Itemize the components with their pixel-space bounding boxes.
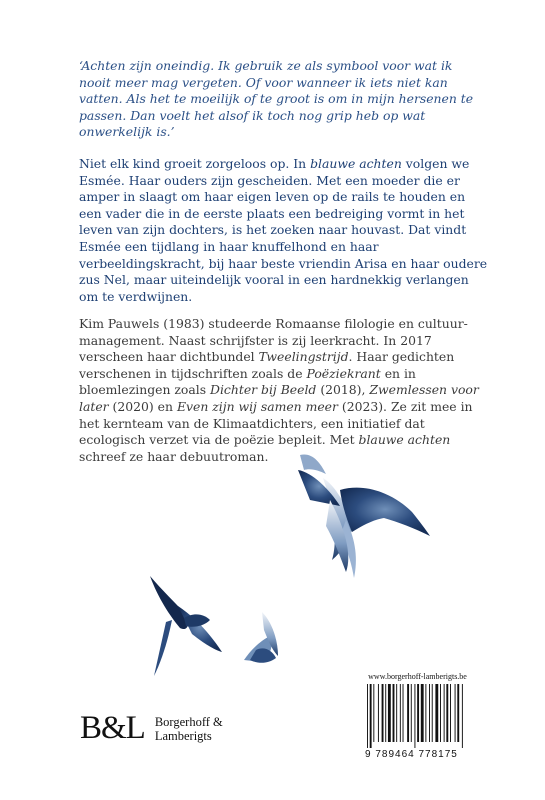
barcode-bar <box>446 684 448 742</box>
bio-text: (2023). Ze zit mee in het kernteam van de Klimaatdichters, een initiatief dat ecologisch verzet via de poëzie bepleit. Met <box>79 398 473 448</box>
blurb-text-1: Niet elk kind groeit zorgeloos op. In <box>79 156 311 171</box>
barcode-bar <box>414 684 415 748</box>
bio-title: Poëziekrant <box>306 365 381 381</box>
barcode-bar <box>429 684 430 742</box>
barcode-bar <box>385 684 386 742</box>
isbn-number: 9 789464 778175 <box>365 749 458 760</box>
barcode-bar <box>396 684 397 742</box>
barcode-bar <box>373 684 374 742</box>
barcode-bar <box>378 684 379 742</box>
barcode-bar <box>462 684 463 748</box>
blurb-book-title: blauwe achten <box>310 156 402 171</box>
bird-icon <box>244 612 278 663</box>
barcode-bar <box>440 684 441 742</box>
barcode-bar <box>388 684 391 742</box>
barcode-bar <box>411 684 412 742</box>
barcode-bar <box>400 684 401 742</box>
barcode-bar <box>407 684 409 742</box>
barcode-bar <box>370 684 372 748</box>
publisher-monogram: B&L <box>80 710 145 746</box>
barcode-icon <box>365 684 470 748</box>
bio-title: Tweelingstrijd <box>258 349 349 365</box>
barcode-bar <box>367 684 368 748</box>
bio-text: en in bloemlezingen zoals <box>79 365 416 398</box>
publisher-name-line1: Borgerhoff & <box>154 714 223 729</box>
barcode-bar <box>417 684 419 742</box>
barcode-bar <box>444 684 445 742</box>
barcode-bar <box>382 684 384 742</box>
barcode-bar <box>432 684 433 742</box>
bio-text: schreef ze haar debuutroman. <box>79 448 269 464</box>
publisher-url: www.borgerhoff-lamberigts.be <box>368 672 467 681</box>
barcode-block <box>365 672 470 760</box>
bio-text: (2020) en <box>108 398 177 414</box>
barcode-bar <box>455 684 456 742</box>
publisher-logo <box>80 712 223 745</box>
bird-icon <box>150 576 222 676</box>
barcode-bar <box>403 684 404 742</box>
bio-title: Even zijn wij samen meer <box>176 398 338 414</box>
publisher-name-line2: Lamberigts <box>154 728 212 743</box>
barcode-bar <box>435 684 438 742</box>
barcode-bar <box>421 684 424 742</box>
bio-text: . Haar gedichten verschenen in tijdschriften zoals de <box>79 349 455 381</box>
bio-title: blauwe achten <box>358 432 451 448</box>
barcode-bar <box>450 684 451 742</box>
blurb-text-2: volgen we Esmée. Haar ouders zijn gescheiden. Met een moeder die er amper in slaagt om haar eigen leven op de rails te houden en een vader die in de eerste plaats een bedreiging vormt in het leven van zijn dochters, is het zoeken naar houvast. Dat vindt Esmée een tijdlang in haar knuffelhond en haar verbeeldingskracht, bij haar beste vriendin Arisa en haar oudere zus Nel, maar uiteindelijk vooral in een hardnekkig verlangen om te verdwijnen. <box>79 156 488 304</box>
bio-title: Zwemlessen voor later <box>79 382 479 414</box>
bio-text: (2018), <box>316 382 370 398</box>
publisher-name <box>155 715 223 743</box>
barcode-bar <box>425 684 426 742</box>
bio-title: Dichter bij Beeld <box>210 382 317 398</box>
back-cover-quote: ‘Achten zijn oneindig. Ik gebruik ze als symbool voor wat ik nooit meer mag vergeten. Of voor wanneer ik iets niet kan vatten. Als het te moeilijk of te groot is om in mijn hersenen te passen. Dan voelt het alsof ik toch nog grip heb op wat onwerkelijk is.’ <box>79 58 474 140</box>
bio-text: Kim Pauwels (1983) studeerde Romaanse filologie en cultuurmanagement. Naast schrijfster is zij leerkracht. In 2017 verscheen haar dichtbundel <box>79 316 468 365</box>
barcode-bar <box>393 684 395 742</box>
barcode-bar <box>457 684 459 742</box>
